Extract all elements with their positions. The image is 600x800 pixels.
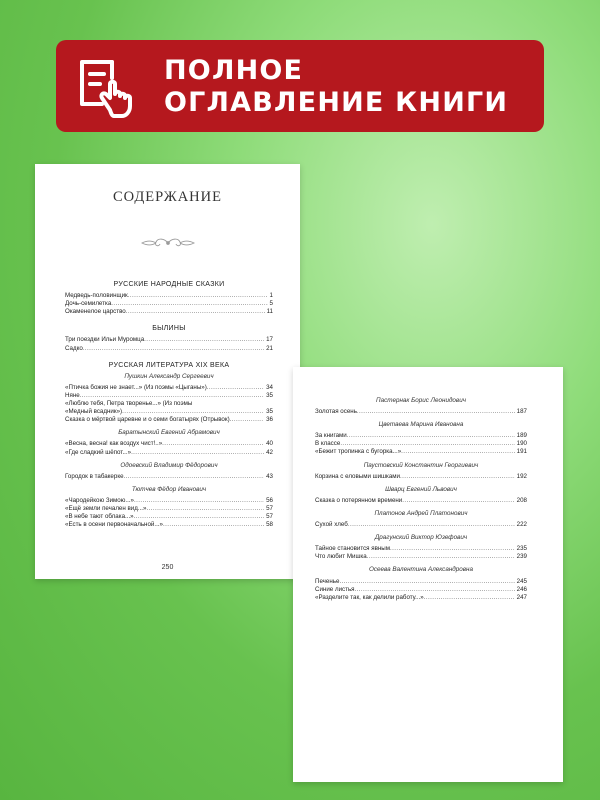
toc-entry-page: 40	[266, 440, 273, 448]
toc-entry[interactable]	[65, 505, 273, 513]
toc-entry[interactable]	[315, 497, 527, 505]
toc-entry[interactable]	[65, 300, 273, 308]
toc-entry-page: 247	[516, 593, 527, 601]
toc-entry-title: «Медный всадник»)	[65, 408, 123, 416]
toc-list-left	[65, 281, 273, 529]
toc-entry-title: «Ещё земли печален вид...»	[65, 504, 147, 512]
author-name: Шварц Евгений Львович	[385, 485, 457, 493]
toc-entry-page: 35	[266, 391, 273, 399]
toc-heading: СОДЕРЖАНИЕ	[113, 189, 222, 205]
toc-entry-title: «Люблю тебя, Петра творенье...» (Из поэмы	[65, 400, 193, 408]
toc-entry-page: 245	[516, 577, 527, 585]
toc-entry-page: 17	[266, 336, 273, 344]
author-name: Цветаева Марина Ивановна	[378, 421, 464, 429]
toc-entry[interactable]	[65, 336, 273, 344]
toc-entry[interactable]	[315, 578, 527, 586]
toc-entry-title: Сухой хлеб	[315, 521, 348, 529]
section-heading: РУССКИЕ НАРОДНЫЕ СКАЗКИ	[113, 281, 225, 288]
toc-entry-page: 191	[516, 448, 527, 456]
toc-entry-title: Городок в табакерке	[65, 472, 124, 480]
toc-entry[interactable]	[65, 449, 273, 457]
toc-entry-title: За книгами	[315, 432, 347, 440]
author-name: Пастернак Борис Леонидович	[376, 397, 466, 404]
toc-entry-title: «Где сладкий шёпот...»	[65, 448, 132, 456]
section-heading: РУССКАЯ ЛИТЕРАТУРА XIX ВЕКА	[108, 361, 230, 369]
toc-entry-title: Сказка о мёртвой царевне и о семи богатырях (Отрывок)	[65, 416, 230, 424]
toc-entry[interactable]	[315, 440, 527, 448]
toc-entry[interactable]	[315, 553, 527, 561]
toc-entry[interactable]	[315, 586, 527, 594]
toc-entry-title: В классе	[315, 440, 341, 448]
toc-entry-page: 58	[266, 521, 273, 529]
toc-entry-page: 189	[516, 432, 527, 440]
toc-entry-page: 1	[269, 292, 273, 300]
toc-entry-title: Синие листья	[315, 585, 355, 593]
toc-entry-page: 190	[516, 440, 527, 448]
toc-entry[interactable]	[65, 440, 273, 448]
promo-banner	[56, 40, 544, 132]
author-name: Драгунский Виктор Юзефович	[374, 534, 468, 542]
toc-entry-page: 222	[516, 521, 527, 529]
toc-entry-page: 239	[516, 553, 527, 561]
banner-title-line2: ОГЛАВЛЕНИЕ КНИГИ	[164, 87, 509, 118]
author-name: Тютчев Фёдор Иванович	[131, 485, 207, 493]
toc-entry-page: 187	[516, 408, 527, 416]
author-name: Пушкин Александр Сергеевич	[124, 372, 214, 380]
toc-entry[interactable]	[315, 521, 527, 529]
toc-entry-page: 43	[266, 472, 273, 480]
toc-entry-page: 57	[266, 513, 273, 521]
toc-entry[interactable]	[65, 292, 273, 300]
ornament-divider-icon	[138, 236, 198, 250]
section-heading: БЫЛИНЫ	[152, 325, 186, 333]
toc-entry[interactable]	[65, 384, 273, 392]
toc-entry-title: Медведь-половинщик	[65, 292, 128, 300]
toc-entry-title: «Есть в осени первоначальной...»	[65, 521, 163, 529]
toc-entry-title: Окаменелое царство	[65, 308, 126, 316]
page-number: 250	[161, 564, 174, 571]
toc-entry[interactable]	[65, 408, 273, 416]
author-name: Платонов Андрей Платонович	[374, 509, 468, 517]
toc-entry[interactable]	[65, 521, 273, 529]
toc-entry[interactable]	[65, 345, 273, 353]
toc-entry-page: 57	[266, 504, 273, 512]
toc-entry-page: 21	[266, 344, 273, 352]
author-name: Осеева Валентина Александровна	[368, 566, 474, 574]
toc-entry-page: 34	[266, 383, 273, 391]
toc-entry-title: «Чародейкою Зимою...»	[65, 496, 134, 504]
toc-entry-page: 208	[516, 496, 527, 504]
banner-title	[164, 55, 508, 119]
toc-entry[interactable]	[65, 308, 273, 316]
toc-entry[interactable]	[65, 400, 273, 408]
toc-entry-page: 11	[266, 308, 273, 316]
toc-entry-title: Садко	[65, 344, 83, 352]
toc-entry-page: 246	[516, 585, 527, 593]
toc-entry[interactable]	[315, 448, 527, 456]
toc-entry[interactable]	[315, 408, 527, 416]
toc-entry-page: 36	[266, 416, 273, 424]
toc-list-right	[315, 397, 527, 602]
toc-entry-title: Корзина с еловыми шишками	[315, 472, 400, 480]
toc-entry-page: 5	[269, 300, 273, 308]
toc-entry-title: «Разделите так, как делили работу...»	[315, 593, 424, 601]
toc-entry[interactable]	[315, 594, 527, 602]
toc-entry-title: «В небе тают облака...»	[65, 513, 134, 521]
toc-entry-page: 56	[266, 496, 273, 504]
toc-entry-page: 235	[516, 545, 527, 553]
author-name: Баратынский Евгений Абрамович	[118, 429, 220, 437]
toc-entry-page: 35	[266, 408, 273, 416]
toc-entry-title: Печенье	[315, 577, 340, 585]
document-hand-icon	[72, 50, 144, 122]
toc-entry-page: 192	[516, 472, 527, 480]
toc-page-right	[293, 367, 563, 782]
toc-entry-title: Сказка о потерянном времени	[315, 496, 403, 504]
author-name: Паустовский Константин Георгиевич	[363, 461, 479, 469]
toc-entry[interactable]	[315, 545, 527, 553]
toc-entry-title: «Бежит тропинка с бугорка...»	[315, 448, 402, 456]
toc-entry-title: «Птичка божия не знает...» (Из поэмы «Цыганы»)	[65, 383, 207, 391]
toc-entry[interactable]	[65, 416, 273, 424]
toc-entry-title: Дочь-семилетка	[65, 300, 112, 308]
toc-entry[interactable]	[65, 513, 273, 521]
toc-entry[interactable]	[65, 392, 273, 400]
toc-page-left	[35, 164, 300, 579]
banner-title-line1: ПОЛНОЕ	[164, 55, 304, 86]
toc-entry[interactable]	[315, 473, 527, 481]
toc-entry-title: Золотая осень	[315, 408, 357, 416]
author-name: Одоевский Владимир Фёдорович	[120, 461, 218, 469]
toc-entry-title: «Весна, весна! как воздух чист!..»	[65, 440, 163, 448]
toc-entry-title: Три поездки Ильи Муромца	[65, 336, 145, 344]
toc-entry-page: 42	[266, 448, 273, 456]
toc-entry[interactable]	[65, 497, 273, 505]
toc-entry-title: Няне	[65, 391, 80, 399]
toc-entry-title: Тайное становится явным	[315, 545, 391, 553]
toc-entry[interactable]	[315, 432, 527, 440]
toc-entry-title: Что любит Мишка	[315, 553, 367, 561]
toc-entry[interactable]	[65, 473, 273, 481]
